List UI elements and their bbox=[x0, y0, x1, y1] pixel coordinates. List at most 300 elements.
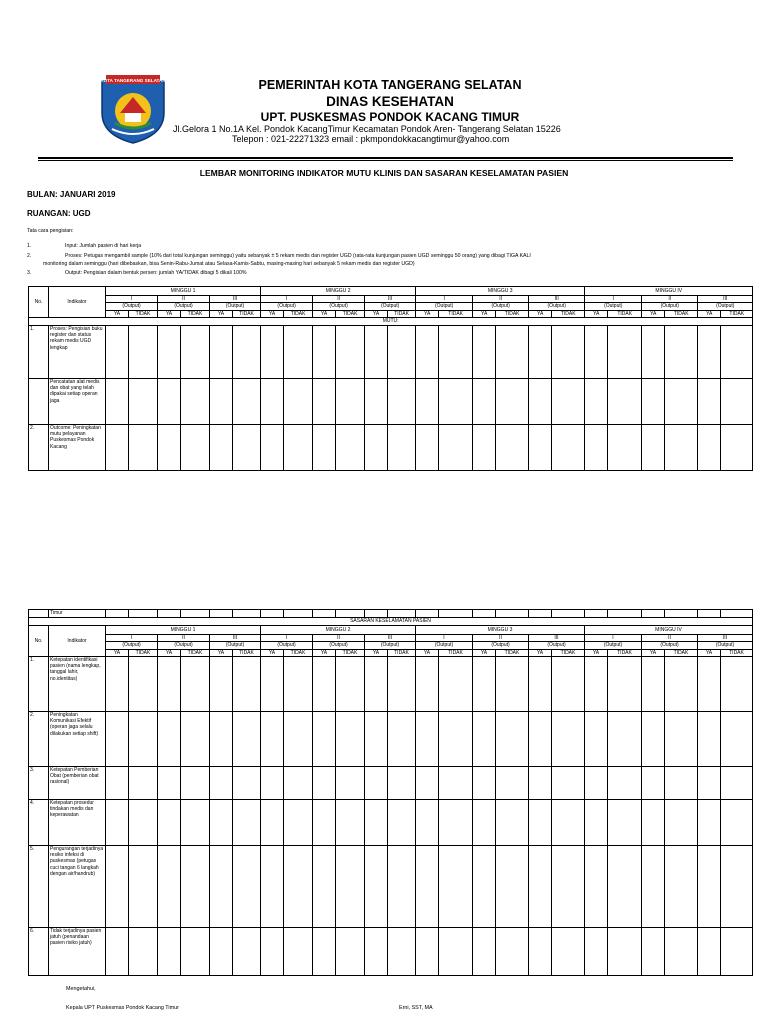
checkbox-cell[interactable] bbox=[698, 424, 721, 470]
table-row bbox=[29, 799, 753, 845]
checkbox-cell[interactable] bbox=[388, 766, 416, 799]
checkbox-cell[interactable] bbox=[233, 711, 261, 766]
checkbox-cell[interactable] bbox=[698, 656, 721, 711]
checkbox-cell[interactable] bbox=[365, 711, 388, 766]
session-header: II bbox=[473, 635, 529, 642]
checkbox-cell[interactable] bbox=[261, 927, 284, 975]
ya-header: YA bbox=[106, 649, 129, 656]
checkbox-cell[interactable] bbox=[496, 378, 529, 424]
ya-header: YA bbox=[261, 649, 284, 656]
checkbox-cell[interactable] bbox=[608, 656, 642, 711]
mengetahui-label: Mengetahui, bbox=[66, 986, 96, 992]
checkbox-cell[interactable] bbox=[585, 927, 608, 975]
svg-text:KOTA TANGERANG SELATAN: KOTA TANGERANG SELATAN bbox=[100, 77, 166, 83]
checkbox-cell[interactable] bbox=[496, 424, 529, 470]
checkbox-cell[interactable] bbox=[284, 424, 313, 470]
checkbox-cell[interactable] bbox=[158, 799, 181, 845]
checkbox-cell[interactable] bbox=[106, 799, 129, 845]
checkbox-cell[interactable] bbox=[129, 799, 158, 845]
checkbox-cell[interactable] bbox=[552, 325, 585, 378]
checkbox-cell[interactable] bbox=[181, 656, 210, 711]
checkbox-cell[interactable] bbox=[721, 378, 753, 424]
checkbox-cell[interactable] bbox=[552, 378, 585, 424]
checkbox-cell[interactable] bbox=[261, 424, 284, 470]
empty-cell bbox=[473, 610, 496, 618]
tidak-header: TIDAK bbox=[284, 310, 313, 317]
checkbox-cell[interactable] bbox=[210, 799, 233, 845]
checkbox-cell[interactable] bbox=[181, 927, 210, 975]
checkbox-cell[interactable] bbox=[181, 766, 210, 799]
checkbox-cell[interactable] bbox=[552, 711, 585, 766]
checkbox-cell[interactable] bbox=[388, 656, 416, 711]
checkbox-cell[interactable] bbox=[552, 656, 585, 711]
session-header: II bbox=[313, 296, 365, 303]
checkbox-cell[interactable] bbox=[158, 766, 181, 799]
checkbox-cell[interactable] bbox=[552, 424, 585, 470]
checkbox-cell[interactable] bbox=[158, 927, 181, 975]
checkbox-cell[interactable] bbox=[585, 424, 608, 470]
checkbox-cell[interactable] bbox=[473, 799, 496, 845]
tidak-header: TIDAK bbox=[439, 649, 473, 656]
checkbox-cell[interactable] bbox=[439, 325, 473, 378]
checkbox-cell[interactable] bbox=[665, 656, 698, 711]
checkbox-cell[interactable] bbox=[473, 378, 496, 424]
checkbox-cell[interactable] bbox=[698, 927, 721, 975]
checkbox-cell[interactable] bbox=[642, 424, 665, 470]
checkbox-cell[interactable] bbox=[552, 766, 585, 799]
checkbox-cell[interactable] bbox=[608, 845, 642, 927]
checkbox-cell[interactable] bbox=[181, 711, 210, 766]
checkbox-cell[interactable] bbox=[585, 325, 608, 378]
checkbox-cell[interactable] bbox=[233, 325, 261, 378]
checkbox-cell[interactable] bbox=[642, 799, 665, 845]
checkbox-cell[interactable] bbox=[210, 378, 233, 424]
checkbox-cell[interactable] bbox=[313, 766, 336, 799]
checkbox-cell[interactable] bbox=[721, 766, 753, 799]
checkbox-cell[interactable] bbox=[416, 325, 439, 378]
checkbox-cell[interactable] bbox=[473, 927, 496, 975]
tidak-header: TIDAK bbox=[665, 310, 698, 317]
checkbox-cell[interactable] bbox=[365, 656, 388, 711]
checkbox-cell[interactable] bbox=[365, 845, 388, 927]
checkbox-cell[interactable] bbox=[721, 927, 753, 975]
checkbox-cell[interactable] bbox=[473, 766, 496, 799]
tidak-header: TIDAK bbox=[721, 649, 753, 656]
no-header: No. bbox=[29, 287, 49, 318]
header-line-2: DINAS KESEHATAN bbox=[326, 94, 454, 109]
empty-cell bbox=[552, 610, 585, 618]
checkbox-cell[interactable] bbox=[284, 656, 313, 711]
checkbox-cell[interactable] bbox=[129, 766, 158, 799]
checkbox-cell[interactable] bbox=[261, 766, 284, 799]
checkbox-cell[interactable] bbox=[106, 711, 129, 766]
checkbox-cell[interactable] bbox=[416, 656, 439, 711]
checkbox-cell[interactable] bbox=[106, 927, 129, 975]
checkbox-cell[interactable] bbox=[158, 424, 181, 470]
ya-header: YA bbox=[529, 310, 552, 317]
checkbox-cell[interactable] bbox=[529, 378, 552, 424]
ya-header: YA bbox=[210, 310, 233, 317]
checkbox-cell[interactable] bbox=[608, 424, 642, 470]
checkbox-cell[interactable] bbox=[529, 711, 552, 766]
checkbox-cell[interactable] bbox=[439, 424, 473, 470]
checkbox-cell[interactable] bbox=[210, 424, 233, 470]
checkbox-cell[interactable] bbox=[233, 656, 261, 711]
checkbox-cell[interactable] bbox=[313, 325, 336, 378]
checkbox-cell[interactable] bbox=[106, 766, 129, 799]
output-header: (Output) bbox=[473, 303, 529, 310]
checkbox-cell[interactable] bbox=[552, 845, 585, 927]
tata-cara-heading: Tata cara pengisian: bbox=[27, 228, 74, 234]
checkbox-cell[interactable] bbox=[261, 378, 284, 424]
checkbox-cell[interactable] bbox=[365, 927, 388, 975]
checkbox-cell[interactable] bbox=[158, 325, 181, 378]
checkbox-cell[interactable] bbox=[284, 766, 313, 799]
tidak-header: TIDAK bbox=[388, 310, 416, 317]
checkbox-cell[interactable] bbox=[642, 711, 665, 766]
checkbox-cell[interactable] bbox=[336, 656, 365, 711]
checkbox-cell[interactable] bbox=[439, 766, 473, 799]
row-indikator: Pencatatan alat medis dan obat yang telah dipakai setiap operan jaga bbox=[49, 378, 106, 424]
checkbox-cell[interactable] bbox=[665, 766, 698, 799]
checkbox-cell[interactable] bbox=[158, 845, 181, 927]
row-number bbox=[29, 378, 49, 424]
checkbox-cell[interactable] bbox=[642, 325, 665, 378]
session-header: I bbox=[261, 296, 313, 303]
row-number: 6. bbox=[29, 927, 49, 975]
week-header: MINGGU IV bbox=[585, 626, 753, 635]
checkbox-cell[interactable] bbox=[416, 711, 439, 766]
checkbox-cell[interactable] bbox=[233, 378, 261, 424]
checkbox-cell[interactable] bbox=[698, 845, 721, 927]
checkbox-cell[interactable] bbox=[129, 325, 158, 378]
tidak-header: TIDAK bbox=[608, 310, 642, 317]
checkbox-cell[interactable] bbox=[529, 325, 552, 378]
session-header: III bbox=[698, 296, 753, 303]
checkbox-cell[interactable] bbox=[233, 927, 261, 975]
checkbox-cell[interactable] bbox=[336, 845, 365, 927]
week-header: MINGGU 1 bbox=[106, 626, 261, 635]
output-header: (Output) bbox=[585, 303, 642, 310]
checkbox-cell[interactable] bbox=[313, 711, 336, 766]
checkbox-cell[interactable] bbox=[439, 378, 473, 424]
checkbox-cell[interactable] bbox=[496, 325, 529, 378]
checkbox-cell[interactable] bbox=[496, 927, 529, 975]
checkbox-cell[interactable] bbox=[129, 378, 158, 424]
checkbox-cell[interactable] bbox=[642, 766, 665, 799]
checkbox-cell[interactable] bbox=[721, 424, 753, 470]
checkbox-cell[interactable] bbox=[365, 424, 388, 470]
ya-header: YA bbox=[210, 649, 233, 656]
checkbox-cell[interactable] bbox=[608, 927, 642, 975]
checkbox-cell[interactable] bbox=[529, 927, 552, 975]
checkbox-cell[interactable] bbox=[129, 711, 158, 766]
checkbox-cell[interactable] bbox=[388, 325, 416, 378]
checkbox-cell[interactable] bbox=[585, 711, 608, 766]
checkbox-cell[interactable] bbox=[181, 845, 210, 927]
checkbox-cell[interactable] bbox=[721, 711, 753, 766]
checkbox-cell[interactable] bbox=[496, 799, 529, 845]
checkbox-cell[interactable] bbox=[608, 799, 642, 845]
checkbox-cell[interactable] bbox=[496, 711, 529, 766]
checkbox-cell[interactable] bbox=[439, 845, 473, 927]
ya-header: YA bbox=[473, 649, 496, 656]
checkbox-cell[interactable] bbox=[106, 656, 129, 711]
empty-cell bbox=[585, 610, 608, 618]
tidak-header: TIDAK bbox=[388, 649, 416, 656]
checkbox-cell[interactable] bbox=[129, 845, 158, 927]
checkbox-cell[interactable] bbox=[261, 656, 284, 711]
table-row bbox=[29, 711, 753, 766]
checkbox-cell[interactable] bbox=[181, 424, 210, 470]
checkbox-cell[interactable] bbox=[233, 424, 261, 470]
ya-header: YA bbox=[698, 310, 721, 317]
session-header: II bbox=[642, 296, 698, 303]
session-header: III bbox=[210, 635, 261, 642]
document-title: LEMBAR MONITORING INDIKATOR MUTU KLINIS DAN SASARAN KESELAMATAN PASIEN bbox=[199, 168, 569, 178]
checkbox-cell[interactable] bbox=[210, 927, 233, 975]
checkbox-cell[interactable] bbox=[313, 424, 336, 470]
checkbox-cell[interactable] bbox=[496, 656, 529, 711]
checkbox-cell[interactable] bbox=[585, 799, 608, 845]
checkbox-cell[interactable] bbox=[439, 927, 473, 975]
checkbox-cell[interactable] bbox=[439, 656, 473, 711]
output-header: (Output) bbox=[106, 303, 158, 310]
checkbox-cell[interactable] bbox=[313, 845, 336, 927]
checkbox-cell[interactable] bbox=[181, 378, 210, 424]
checkbox-cell[interactable] bbox=[365, 799, 388, 845]
empty-cell bbox=[210, 610, 233, 618]
checkbox-cell[interactable] bbox=[106, 845, 129, 927]
checkbox-cell[interactable] bbox=[665, 424, 698, 470]
checkbox-cell[interactable] bbox=[313, 378, 336, 424]
checkbox-cell[interactable] bbox=[721, 845, 753, 927]
checkbox-cell[interactable] bbox=[496, 766, 529, 799]
checkbox-cell[interactable] bbox=[129, 656, 158, 711]
checkbox-cell[interactable] bbox=[529, 424, 552, 470]
checkbox-cell[interactable] bbox=[106, 424, 129, 470]
checkbox-cell[interactable] bbox=[665, 927, 698, 975]
checkbox-cell[interactable] bbox=[529, 766, 552, 799]
checkbox-cell[interactable] bbox=[552, 799, 585, 845]
checkbox-cell[interactable] bbox=[439, 799, 473, 845]
checkbox-cell[interactable] bbox=[336, 766, 365, 799]
checkbox-cell[interactable] bbox=[261, 325, 284, 378]
empty-cell bbox=[313, 610, 336, 618]
checkbox-cell[interactable] bbox=[585, 766, 608, 799]
tidak-header: TIDAK bbox=[233, 310, 261, 317]
checkbox-cell[interactable] bbox=[365, 325, 388, 378]
output-header: (Output) bbox=[365, 642, 416, 649]
empty-cell bbox=[233, 610, 261, 618]
ya-header: YA bbox=[365, 310, 388, 317]
checkbox-cell[interactable] bbox=[181, 799, 210, 845]
checkbox-cell[interactable] bbox=[365, 378, 388, 424]
output-header: (Output) bbox=[473, 642, 529, 649]
checkbox-cell[interactable] bbox=[439, 711, 473, 766]
row-number: 2. bbox=[29, 711, 49, 766]
header-phone: Telepon : 021-22271323 email : pkmpondokkacangtimur@yahoo.com bbox=[232, 134, 510, 144]
checkbox-cell[interactable] bbox=[698, 325, 721, 378]
kepala-label: Kepala UPT Puskesmas Pondok Kacang Timur bbox=[66, 1005, 179, 1011]
checkbox-cell[interactable] bbox=[129, 927, 158, 975]
tidak-header: TIDAK bbox=[496, 649, 529, 656]
checkbox-cell[interactable] bbox=[642, 378, 665, 424]
week-header: MINGGU 3 bbox=[416, 287, 585, 296]
checkbox-cell[interactable] bbox=[336, 424, 365, 470]
checkbox-cell[interactable] bbox=[698, 799, 721, 845]
session-header: I bbox=[261, 635, 313, 642]
session-header: III bbox=[210, 296, 261, 303]
checkbox-cell[interactable] bbox=[284, 378, 313, 424]
output-header: (Output) bbox=[210, 303, 261, 310]
checkbox-cell[interactable] bbox=[261, 799, 284, 845]
checkbox-cell[interactable] bbox=[158, 711, 181, 766]
checkbox-cell[interactable] bbox=[106, 378, 129, 424]
checkbox-cell[interactable] bbox=[529, 799, 552, 845]
checkbox-cell[interactable] bbox=[585, 378, 608, 424]
checkbox-cell[interactable] bbox=[642, 845, 665, 927]
checkbox-cell[interactable] bbox=[698, 711, 721, 766]
checkbox-cell[interactable] bbox=[473, 325, 496, 378]
checkbox-cell[interactable] bbox=[665, 378, 698, 424]
checkbox-cell[interactable] bbox=[210, 711, 233, 766]
ya-header: YA bbox=[313, 649, 336, 656]
empty-cell bbox=[158, 610, 181, 618]
tidak-header: TIDAK bbox=[284, 649, 313, 656]
checkbox-cell[interactable] bbox=[388, 927, 416, 975]
checkbox-cell[interactable] bbox=[336, 799, 365, 845]
checkbox-cell[interactable] bbox=[721, 325, 753, 378]
checkbox-cell[interactable] bbox=[642, 656, 665, 711]
checkbox-cell[interactable] bbox=[496, 845, 529, 927]
checkbox-cell[interactable] bbox=[313, 927, 336, 975]
checkbox-cell[interactable] bbox=[473, 424, 496, 470]
checkbox-cell[interactable] bbox=[608, 766, 642, 799]
checkbox-cell[interactable] bbox=[388, 378, 416, 424]
checkbox-cell[interactable] bbox=[261, 845, 284, 927]
session-header: I bbox=[416, 296, 473, 303]
checkbox-cell[interactable] bbox=[284, 845, 313, 927]
row-indikator: Ketepatan prosedur tindakan medis dan keperawatan bbox=[49, 799, 106, 845]
empty-cell bbox=[416, 610, 439, 618]
checkbox-cell[interactable] bbox=[608, 325, 642, 378]
empty-cell bbox=[439, 610, 473, 618]
checkbox-cell[interactable] bbox=[336, 378, 365, 424]
ya-header: YA bbox=[365, 649, 388, 656]
output-header: (Output) bbox=[313, 303, 365, 310]
no-header: No. bbox=[29, 626, 49, 657]
checkbox-cell[interactable] bbox=[158, 656, 181, 711]
checkbox-cell[interactable] bbox=[313, 799, 336, 845]
checkbox-cell[interactable] bbox=[642, 927, 665, 975]
ya-header: YA bbox=[585, 649, 608, 656]
output-header: (Output) bbox=[416, 642, 473, 649]
empty-cell bbox=[529, 610, 552, 618]
checkbox-cell[interactable] bbox=[473, 711, 496, 766]
row-number: 4. bbox=[29, 799, 49, 845]
output-header: (Output) bbox=[585, 642, 642, 649]
checkbox-cell[interactable] bbox=[129, 424, 158, 470]
checkbox-cell[interactable] bbox=[721, 656, 753, 711]
checkbox-cell[interactable] bbox=[261, 711, 284, 766]
checkbox-cell[interactable] bbox=[529, 656, 552, 711]
checkbox-cell[interactable] bbox=[210, 766, 233, 799]
checkbox-cell[interactable] bbox=[284, 711, 313, 766]
checkbox-cell[interactable] bbox=[416, 766, 439, 799]
checkbox-cell[interactable] bbox=[416, 927, 439, 975]
checkbox-cell[interactable] bbox=[721, 799, 753, 845]
checkbox-cell[interactable] bbox=[665, 799, 698, 845]
header-line-1: PEMERINTAH KOTA TANGERANG SELATAN bbox=[258, 78, 522, 92]
checkbox-cell[interactable] bbox=[388, 711, 416, 766]
checkbox-cell[interactable] bbox=[388, 424, 416, 470]
tidak-header: TIDAK bbox=[181, 310, 210, 317]
checkbox-cell[interactable] bbox=[698, 378, 721, 424]
checkbox-cell[interactable] bbox=[284, 325, 313, 378]
checkbox-cell[interactable] bbox=[665, 711, 698, 766]
output-header: (Output) bbox=[313, 642, 365, 649]
checkbox-cell[interactable] bbox=[365, 766, 388, 799]
checkbox-cell[interactable] bbox=[313, 656, 336, 711]
checkbox-cell[interactable] bbox=[416, 424, 439, 470]
checkbox-cell[interactable] bbox=[336, 711, 365, 766]
checkbox-cell[interactable] bbox=[284, 799, 313, 845]
ya-header: YA bbox=[106, 310, 129, 317]
table-row bbox=[29, 325, 753, 378]
checkbox-cell[interactable] bbox=[473, 656, 496, 711]
checkbox-cell[interactable] bbox=[416, 799, 439, 845]
checkbox-cell[interactable] bbox=[585, 656, 608, 711]
empty-cell bbox=[284, 610, 313, 618]
table-row bbox=[29, 766, 753, 799]
session-header: I bbox=[585, 635, 642, 642]
checkbox-cell[interactable] bbox=[698, 766, 721, 799]
checkbox-cell[interactable] bbox=[585, 845, 608, 927]
checkbox-cell[interactable] bbox=[336, 927, 365, 975]
checkbox-cell[interactable] bbox=[233, 799, 261, 845]
tidak-header: TIDAK bbox=[552, 310, 585, 317]
checkbox-cell[interactable] bbox=[529, 845, 552, 927]
checkbox-cell[interactable] bbox=[416, 845, 439, 927]
checkbox-cell[interactable] bbox=[210, 656, 233, 711]
checkbox-cell[interactable] bbox=[608, 711, 642, 766]
checkbox-cell[interactable] bbox=[233, 766, 261, 799]
empty-cell bbox=[181, 610, 210, 618]
empty-cell bbox=[388, 610, 416, 618]
checkbox-cell[interactable] bbox=[608, 378, 642, 424]
checkbox-cell[interactable] bbox=[158, 378, 181, 424]
checkbox-cell[interactable] bbox=[388, 845, 416, 927]
checkbox-cell[interactable] bbox=[552, 927, 585, 975]
checkbox-cell[interactable] bbox=[388, 799, 416, 845]
checkbox-cell[interactable] bbox=[233, 845, 261, 927]
checkbox-cell[interactable] bbox=[181, 325, 210, 378]
row-indikator: Ketepatan identifikasi pasien (nama lengkap, tanggal lahir, no.identitas) bbox=[49, 656, 106, 711]
checkbox-cell[interactable] bbox=[416, 378, 439, 424]
checkbox-cell[interactable] bbox=[106, 325, 129, 378]
checkbox-cell[interactable] bbox=[210, 325, 233, 378]
checkbox-cell[interactable] bbox=[665, 325, 698, 378]
checkbox-cell[interactable] bbox=[665, 845, 698, 927]
empty-cell bbox=[642, 610, 665, 618]
ya-header: YA bbox=[261, 310, 284, 317]
ya-header: YA bbox=[158, 310, 181, 317]
checkbox-cell[interactable] bbox=[210, 845, 233, 927]
checkbox-cell[interactable] bbox=[473, 845, 496, 927]
checkbox-cell[interactable] bbox=[336, 325, 365, 378]
checkbox-cell[interactable] bbox=[284, 927, 313, 975]
